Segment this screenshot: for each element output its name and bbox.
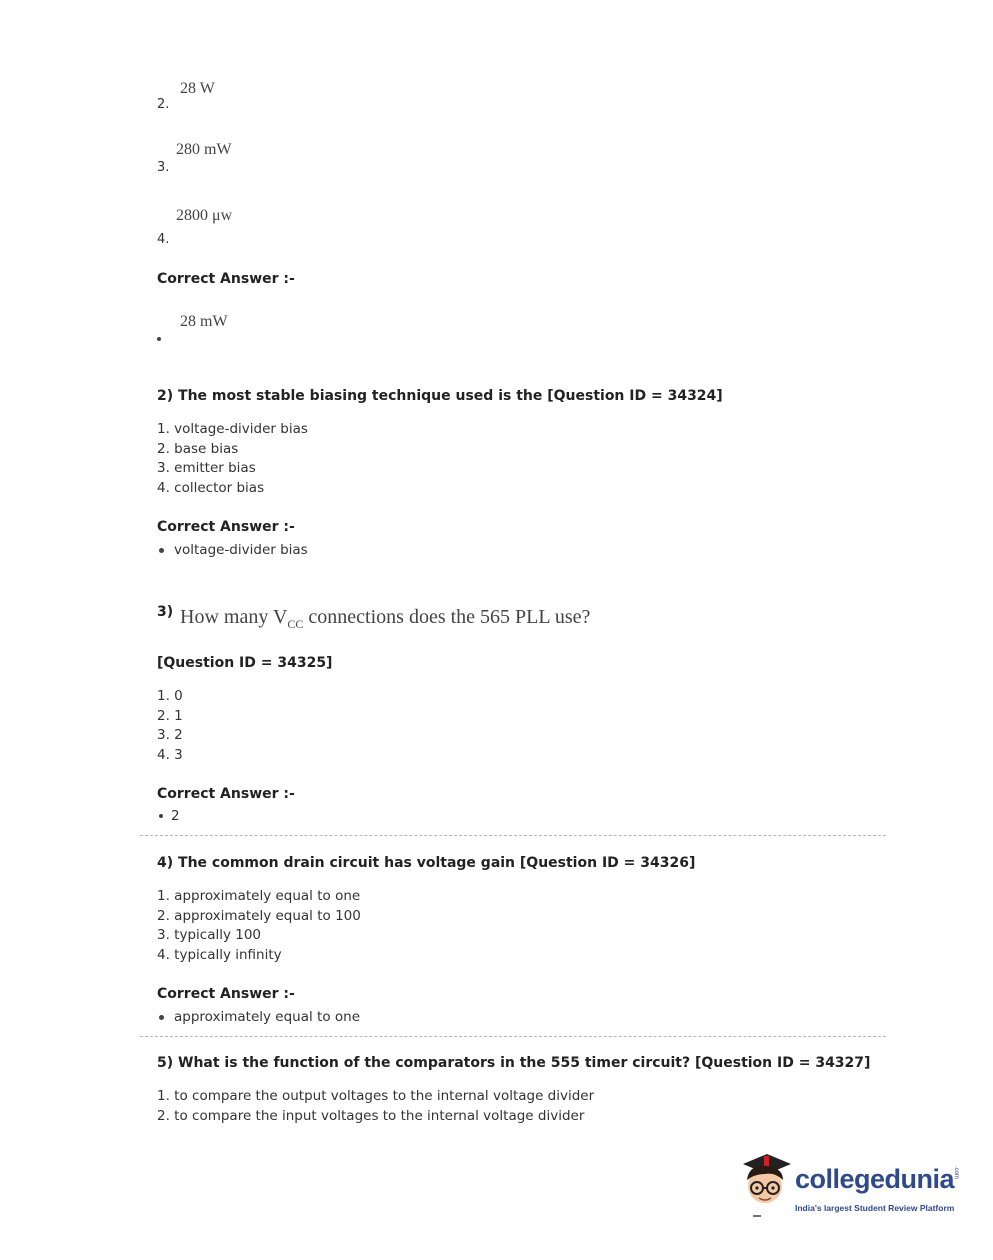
bullet-icon (159, 814, 163, 818)
q2-option: 4. collector bias (157, 479, 265, 496)
q4-option: 3. typically 100 (157, 927, 262, 943)
q1-option-3-number: 3. (157, 160, 170, 175)
q2-question: 2) The most stable biasing technique used is the [Question ID = 34324] (157, 388, 723, 404)
divider (140, 835, 886, 836)
q3-option: 4. 3 (157, 746, 183, 763)
bullet-icon (159, 1015, 164, 1020)
q5-option: 2. to compare the input voltages to the internal voltage divider (157, 1107, 585, 1124)
q1-option-2-number: 2. (157, 97, 170, 112)
q4-question: 4) The common drain circuit has voltage gain [Question ID = 34326] (157, 855, 696, 871)
q5-options (157, 1087, 594, 1126)
q1-correct-label: Correct Answer :- (157, 271, 295, 287)
q3-options (157, 687, 183, 765)
q3-option: 2. 1 (157, 707, 183, 724)
q3-number: 3) (157, 604, 174, 620)
q2-option: 1. voltage-divider bias (157, 421, 308, 437)
q5-option: 1. to compare the output voltages to the internal voltage divider (157, 1088, 595, 1104)
q1-correct-bullet (157, 337, 161, 341)
q3-correct-value: 2 (171, 808, 180, 824)
q4-option: 2. approximately equal to 100 (157, 907, 361, 924)
q2-correct-answer (157, 542, 308, 558)
q2-options (157, 420, 308, 498)
q4-options (157, 887, 361, 965)
divider (140, 1036, 886, 1037)
q1-option-3-text: 280 mW (176, 141, 232, 158)
q3-question-id: [Question ID = 34325] (157, 655, 333, 671)
q4-option: 4. typically infinity (157, 946, 282, 963)
q1-correct-value: 28 mW (180, 313, 228, 330)
q2-option: 2. base bias (157, 440, 239, 457)
q1-option-4-number: 4. (157, 232, 170, 247)
q3-option: 3. 2 (157, 727, 183, 743)
mascot-icon (735, 1150, 793, 1220)
logo-suffix: .com (953, 1166, 959, 1180)
q5-question: 5) What is the function of the comparators in the 555 timer circuit? [Question ID = 34327] (157, 1055, 871, 1071)
q3-correct-answer (157, 808, 180, 824)
q1-option-4-text: 2800 μw (176, 207, 233, 224)
q3-question: How many $V_{CC}$ connections does the 565 PLL use? (180, 606, 591, 631)
logo-tagline: India's largest Student Review Platform (795, 1203, 955, 1213)
q4-correct-value: approximately equal to one (174, 1009, 361, 1025)
q4-correct-answer (157, 1009, 360, 1025)
q3-option: 1. 0 (157, 688, 183, 704)
logo-name: collegedunia (795, 1164, 955, 1194)
q4-correct-label: Correct Answer :- (157, 986, 295, 1002)
collegedunia-logo (735, 1150, 960, 1220)
q2-option: 3. emitter bias (157, 460, 256, 476)
bullet-icon (159, 548, 164, 553)
q2-correct-label: Correct Answer :- (157, 519, 295, 535)
q1-option-2-text: 28 W (180, 80, 215, 97)
q2-correct-value: voltage-divider bias (174, 542, 308, 558)
q4-option: 1. approximately equal to one (157, 888, 361, 904)
q3-correct-label: Correct Answer :- (157, 786, 295, 802)
